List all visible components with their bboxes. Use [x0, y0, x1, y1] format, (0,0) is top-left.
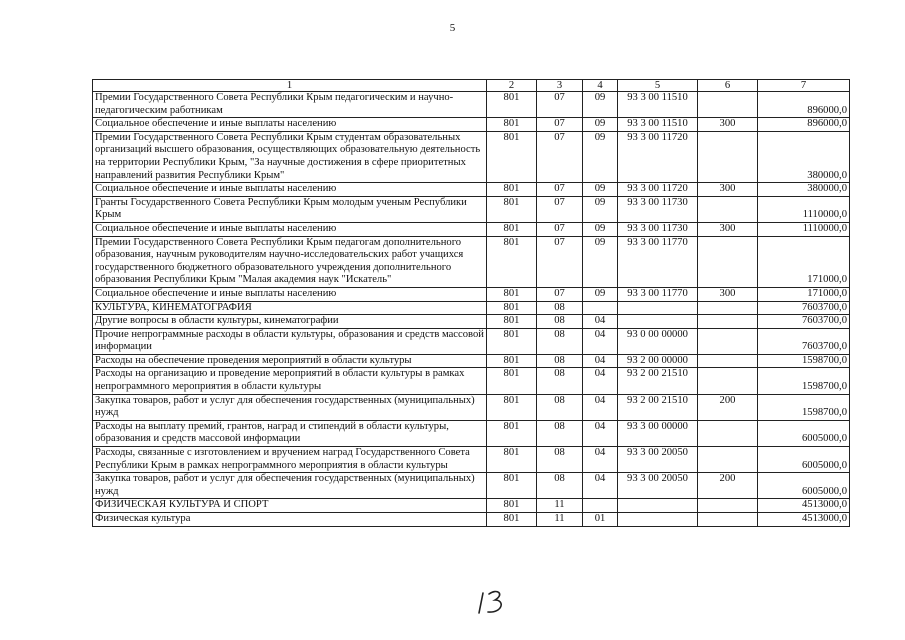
row-amount: 1110000,0: [758, 196, 850, 222]
row-amount: 7603700,0: [758, 301, 850, 315]
row-code-4: 04: [583, 420, 618, 446]
table-row: [93, 222, 850, 236]
table-row: [93, 354, 850, 368]
header-col-3: 3: [537, 80, 583, 92]
table-row: [93, 131, 850, 182]
row-code-6: 300: [698, 118, 758, 132]
row-code-6: [698, 447, 758, 473]
row-code-4: 09: [583, 183, 618, 197]
row-code-2: 801: [487, 394, 537, 420]
row-name: Премии Государственного Совета Республики Крым педагогам дополнительного образования, научным руководителям научно-исследовательских работ учащихся государственного бюджетного образовательного учреждения дополнительного образования Республики Крым "Малая академия наук "Искатель": [93, 236, 487, 287]
row-amount: 171000,0: [758, 236, 850, 287]
row-amount: 380000,0: [758, 183, 850, 197]
header-row: [93, 80, 850, 92]
row-code-4: 09: [583, 118, 618, 132]
header-col-7: 7: [758, 80, 850, 92]
table-row: [93, 236, 850, 287]
handwritten-page-mark: [475, 586, 515, 616]
row-code-6: [698, 301, 758, 315]
row-amount: 6005000,0: [758, 447, 850, 473]
row-code-5: 93 3 00 11720: [618, 131, 698, 182]
row-name: Расходы на выплату премий, грантов, наград и стипендий в области культуры, образования и средств массовой информации: [93, 420, 487, 446]
row-code-6: [698, 236, 758, 287]
row-code-4: 04: [583, 473, 618, 499]
budget-table: [92, 79, 850, 527]
row-code-4: 09: [583, 236, 618, 287]
row-code-3: 08: [537, 473, 583, 499]
row-code-2: 801: [487, 236, 537, 287]
row-code-3: 08: [537, 315, 583, 329]
row-name: Социальное обеспечение и иные выплаты населению: [93, 183, 487, 197]
row-code-2: 801: [487, 513, 537, 527]
row-code-4: 04: [583, 394, 618, 420]
row-name: Социальное обеспечение и иные выплаты населению: [93, 118, 487, 132]
row-name: Премии Государственного Совета Республики Крым педагогическим и научно-педагогическим работникам: [93, 92, 487, 118]
row-name: Прочие непрограммные расходы в области культуры, образования и средств массовой информации: [93, 328, 487, 354]
row-amount: 6005000,0: [758, 420, 850, 446]
row-code-5: 93 3 00 11510: [618, 92, 698, 118]
table-row: [93, 368, 850, 394]
row-code-6: [698, 354, 758, 368]
table-row: [93, 183, 850, 197]
row-amount: 1598700,0: [758, 368, 850, 394]
row-code-6: [698, 315, 758, 329]
table-row: [93, 420, 850, 446]
table-row: [93, 301, 850, 315]
row-code-2: 801: [487, 118, 537, 132]
row-code-6: [698, 131, 758, 182]
row-code-4: 09: [583, 196, 618, 222]
row-name: Социальное обеспечение и иные выплаты населению: [93, 222, 487, 236]
row-amount: 1598700,0: [758, 394, 850, 420]
row-code-5: 93 3 00 20050: [618, 473, 698, 499]
row-amount: 7603700,0: [758, 328, 850, 354]
row-name: Закупка товаров, работ и услуг для обеспечения государственных (муниципальных) нужд: [93, 394, 487, 420]
row-code-2: 801: [487, 222, 537, 236]
row-code-3: 08: [537, 328, 583, 354]
row-code-5: 93 3 00 11720: [618, 183, 698, 197]
table-row: [93, 328, 850, 354]
row-code-3: 11: [537, 499, 583, 513]
row-name: ФИЗИЧЕСКАЯ КУЛЬТУРА И СПОРТ: [93, 499, 487, 513]
row-code-5: 93 3 00 00000: [618, 420, 698, 446]
header-col-4: 4: [583, 80, 618, 92]
row-code-3: 07: [537, 196, 583, 222]
row-name: Социальное обеспечение и иные выплаты населению: [93, 287, 487, 301]
row-code-5: 93 2 00 00000: [618, 354, 698, 368]
row-code-2: 801: [487, 287, 537, 301]
row-code-4: 04: [583, 315, 618, 329]
table-row: [93, 447, 850, 473]
row-code-6: [698, 368, 758, 394]
row-code-5: [618, 301, 698, 315]
header-col-5: 5: [618, 80, 698, 92]
row-code-6: 300: [698, 287, 758, 301]
row-code-4: 09: [583, 222, 618, 236]
row-code-3: 08: [537, 301, 583, 315]
row-code-3: 08: [537, 368, 583, 394]
row-code-4: 04: [583, 328, 618, 354]
row-code-2: 801: [487, 447, 537, 473]
row-name: Другие вопросы в области культуры, кинематографии: [93, 315, 487, 329]
row-code-2: 801: [487, 420, 537, 446]
row-code-5: 93 0 00 00000: [618, 328, 698, 354]
page-number: 5: [449, 22, 456, 34]
row-code-6: [698, 513, 758, 527]
row-code-6: 300: [698, 183, 758, 197]
row-code-3: 08: [537, 420, 583, 446]
row-code-4: 04: [583, 368, 618, 394]
row-code-6: [698, 92, 758, 118]
row-code-4: 09: [583, 131, 618, 182]
row-amount: 4513000,0: [758, 513, 850, 527]
table-row: [93, 92, 850, 118]
row-code-2: 801: [487, 183, 537, 197]
row-code-4: 04: [583, 447, 618, 473]
row-code-6: [698, 328, 758, 354]
row-code-6: 200: [698, 473, 758, 499]
row-code-5: [618, 513, 698, 527]
row-amount: 1598700,0: [758, 354, 850, 368]
row-code-3: 07: [537, 183, 583, 197]
row-code-2: 801: [487, 328, 537, 354]
row-name: Расходы на организацию и проведение мероприятий в области культуры в рамках непрограммного мероприятия в области культуры: [93, 368, 487, 394]
row-code-2: 801: [487, 196, 537, 222]
row-code-4: 09: [583, 92, 618, 118]
row-name: КУЛЬТУРА, КИНЕМАТОГРАФИЯ: [93, 301, 487, 315]
row-amount: 896000,0: [758, 118, 850, 132]
row-code-3: 07: [537, 92, 583, 118]
row-code-3: 08: [537, 394, 583, 420]
table-row: [93, 513, 850, 527]
row-code-3: 07: [537, 131, 583, 182]
row-code-5: 93 3 00 11510: [618, 118, 698, 132]
row-name: Физическая культура: [93, 513, 487, 527]
row-name: Закупка товаров, работ и услуг для обеспечения государственных (муниципальных) нужд: [93, 473, 487, 499]
table-row: [93, 118, 850, 132]
row-code-6: 300: [698, 222, 758, 236]
header-col-2: 2: [487, 80, 537, 92]
row-code-2: 801: [487, 131, 537, 182]
row-code-5: 93 3 00 11730: [618, 196, 698, 222]
header-col-1: 1: [93, 80, 487, 92]
row-code-4: [583, 499, 618, 513]
row-amount: 6005000,0: [758, 473, 850, 499]
row-amount: 1110000,0: [758, 222, 850, 236]
row-code-3: 07: [537, 236, 583, 287]
row-amount: 380000,0: [758, 131, 850, 182]
row-code-6: [698, 420, 758, 446]
row-name: Премии Государственного Совета Республики Крым студентам образовательных организаций высшего образования, осуществляющих образовательную деятельность на территории Республики Крым, "За научные достижения в сфере приоритетных направлений развития Республики Крым": [93, 131, 487, 182]
row-code-2: 801: [487, 354, 537, 368]
row-code-5: 93 2 00 21510: [618, 394, 698, 420]
row-code-5: [618, 315, 698, 329]
row-amount: 171000,0: [758, 287, 850, 301]
row-name: Гранты Государственного Совета Республики Крым молодым ученым Республики Крым: [93, 196, 487, 222]
row-code-5: 93 3 00 11770: [618, 287, 698, 301]
row-code-3: 07: [537, 118, 583, 132]
row-code-4: [583, 301, 618, 315]
row-amount: 7603700,0: [758, 315, 850, 329]
row-name: Расходы на обеспечение проведения мероприятий в области культуры: [93, 354, 487, 368]
table-row: [93, 394, 850, 420]
row-code-3: 11: [537, 513, 583, 527]
table-row: [93, 287, 850, 301]
row-code-3: 07: [537, 287, 583, 301]
row-name: Расходы, связанные с изготовлением и вручением наград Государственного Совета Республики Крым в рамках непрограммного мероприятия в области культуры: [93, 447, 487, 473]
row-code-5: [618, 499, 698, 513]
row-code-3: 08: [537, 447, 583, 473]
row-code-2: 801: [487, 473, 537, 499]
row-code-6: 200: [698, 394, 758, 420]
row-code-5: 93 3 00 20050: [618, 447, 698, 473]
row-code-2: 801: [487, 315, 537, 329]
row-code-2: 801: [487, 499, 537, 513]
row-code-5: 93 3 00 11770: [618, 236, 698, 287]
row-code-6: [698, 196, 758, 222]
table-row: [93, 499, 850, 513]
row-code-3: 07: [537, 222, 583, 236]
table-row: [93, 315, 850, 329]
row-code-4: 04: [583, 354, 618, 368]
row-code-5: 93 2 00 21510: [618, 368, 698, 394]
row-code-4: 01: [583, 513, 618, 527]
row-amount: 896000,0: [758, 92, 850, 118]
header-col-6: 6: [698, 80, 758, 92]
table-row: [93, 196, 850, 222]
row-amount: 4513000,0: [758, 499, 850, 513]
row-code-2: 801: [487, 368, 537, 394]
row-code-4: 09: [583, 287, 618, 301]
row-code-2: 801: [487, 301, 537, 315]
row-code-2: 801: [487, 92, 537, 118]
table-row: [93, 473, 850, 499]
row-code-5: 93 3 00 11730: [618, 222, 698, 236]
row-code-6: [698, 499, 758, 513]
row-code-3: 08: [537, 354, 583, 368]
